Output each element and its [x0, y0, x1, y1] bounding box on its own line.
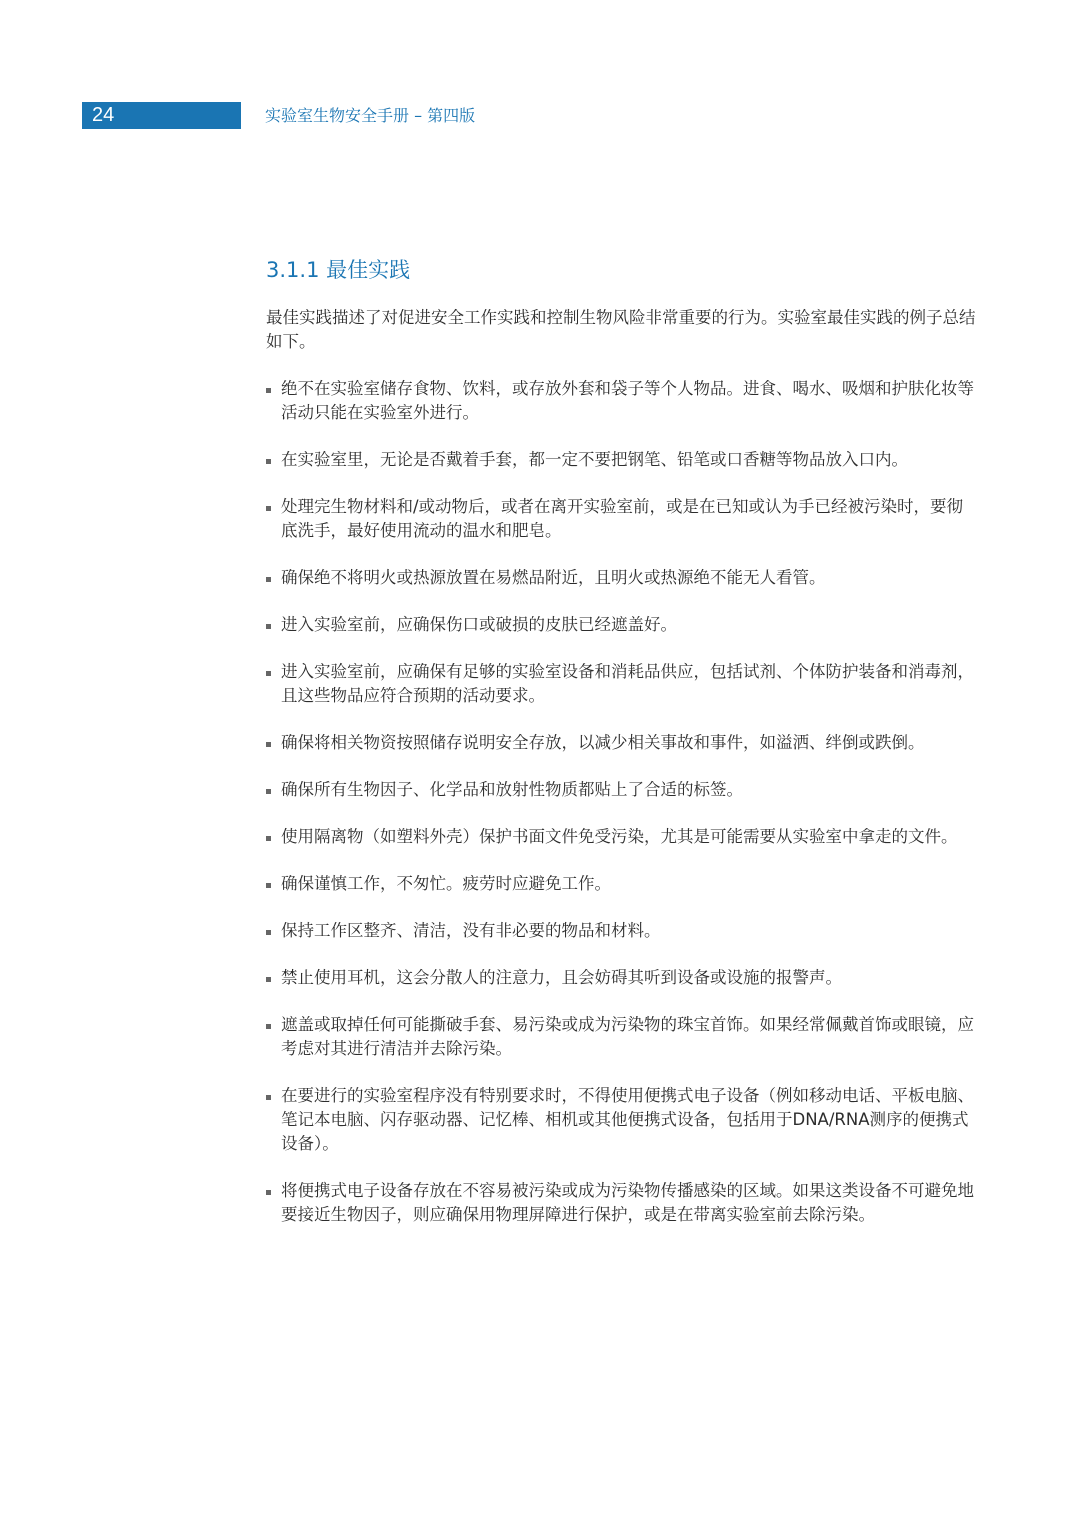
square-bullet-icon — [266, 388, 271, 393]
list-item-text: 将便携式电子设备存放在不容易被污染或成为污染物传播感染的区域。如果这类设备不可避免地要接近生物因子，则应确保用物理屏障进行保护，或是在带离实验室前去除污染。 — [281, 1181, 974, 1224]
square-bullet-icon — [266, 624, 271, 629]
list-item-text: 使用隔离物（如塑料外壳）保护书面文件免受污染，尤其是可能需要从实验室中拿走的文件。 — [281, 827, 958, 846]
list-item-text: 确保谨慎工作，不匆忙。疲劳时应避免工作。 — [281, 874, 611, 893]
intro-paragraph: 最佳实践描述了对促进安全工作实践和控制生物风险非常重要的行为。实验室最佳实践的例子总结如下。 — [266, 308, 976, 351]
square-bullet-icon — [266, 930, 271, 935]
list-item-text: 确保将相关物资按照储存说明安全存放，以减少相关事故和事件，如溢洒、绊倒或跌倒。 — [281, 733, 925, 752]
list-item-text: 保持工作区整齐、清洁，没有非必要的物品和材料。 — [281, 921, 661, 940]
square-bullet-icon — [266, 977, 271, 982]
list-item-text: 禁止使用耳机，这会分散人的注意力，且会妨碍其听到设备或设施的报警声。 — [281, 968, 842, 987]
square-bullet-icon — [266, 459, 271, 464]
list-item — [266, 566, 978, 590]
square-bullet-icon — [266, 671, 271, 676]
list-item — [266, 495, 978, 543]
square-bullet-icon — [266, 742, 271, 747]
list-item-text: 确保绝不将明火或热源放置在易燃品附近，且明火或热源绝不能无人看管。 — [281, 568, 826, 587]
list-item — [266, 778, 978, 802]
square-bullet-icon — [266, 883, 271, 888]
list-item — [266, 448, 978, 472]
square-bullet-icon — [266, 1190, 271, 1195]
page-number-bar — [82, 102, 241, 129]
list-item — [266, 1179, 978, 1227]
list-item-text: 进入实验室前，应确保有足够的实验室设备和消耗品供应，包括试剂、个体防护装备和消毒剂，且这些物品应符合预期的活动要求。 — [281, 662, 974, 705]
list-item — [266, 377, 978, 425]
square-bullet-icon — [266, 836, 271, 841]
list-item — [266, 660, 978, 708]
list-item-text: 绝不在实验室储存食物、饮料，或存放外套和袋子等个人物品。进食、喝水、吸烟和护肤化妆等活动只能在实验室外进行。 — [281, 379, 974, 422]
list-item-text: 进入实验室前，应确保伤口或破损的皮肤已经遮盖好。 — [281, 615, 677, 634]
square-bullet-icon — [266, 789, 271, 794]
list-item — [266, 613, 978, 637]
list-item-text: 在实验室里，无论是否戴着手套，都一定不要把钢笔、铅笔或口香糖等物品放入口内。 — [281, 450, 908, 469]
list-item — [266, 731, 978, 755]
list-item — [266, 1013, 978, 1061]
running-header-title: 实验室生物安全手册 – 第四版 — [265, 106, 476, 125]
square-bullet-icon — [266, 1095, 271, 1100]
list-item-text: 处理完生物材料和/或动物后，或者在离开实验室前，或是在已知或认为手已经被污染时，要彻底洗手，最好使用流动的温水和肥皂。 — [281, 497, 964, 540]
square-bullet-icon — [266, 1024, 271, 1029]
list-item — [266, 919, 978, 943]
page-number: 24 — [92, 104, 115, 126]
list-item — [266, 825, 978, 849]
square-bullet-icon — [266, 506, 271, 511]
square-bullet-icon — [266, 577, 271, 582]
list-item-text: 确保所有生物因子、化学品和放射性物质都贴上了合适的标签。 — [281, 780, 743, 799]
list-item — [266, 1084, 978, 1156]
section-body — [266, 306, 978, 1250]
best-practice-list — [266, 377, 978, 1227]
list-item — [266, 966, 978, 990]
list-item — [266, 872, 978, 896]
list-item-text: 遮盖或取掉任何可能撕破手套、易污染或成为污染物的珠宝首饰。如果经常佩戴首饰或眼镜，应考虑对其进行清洁并去除污染。 — [281, 1015, 974, 1058]
section-heading: 3.1.1 最佳实践 — [266, 258, 411, 282]
list-item-text: 在要进行的实验室程序没有特别要求时，不得使用便携式电子设备（例如移动电话、平板电脑、笔记本电脑、闪存驱动器、记忆棒、相机或其他便携式设备，包括用于DNA/RNA测序的便携式设备）。 — [281, 1086, 974, 1153]
